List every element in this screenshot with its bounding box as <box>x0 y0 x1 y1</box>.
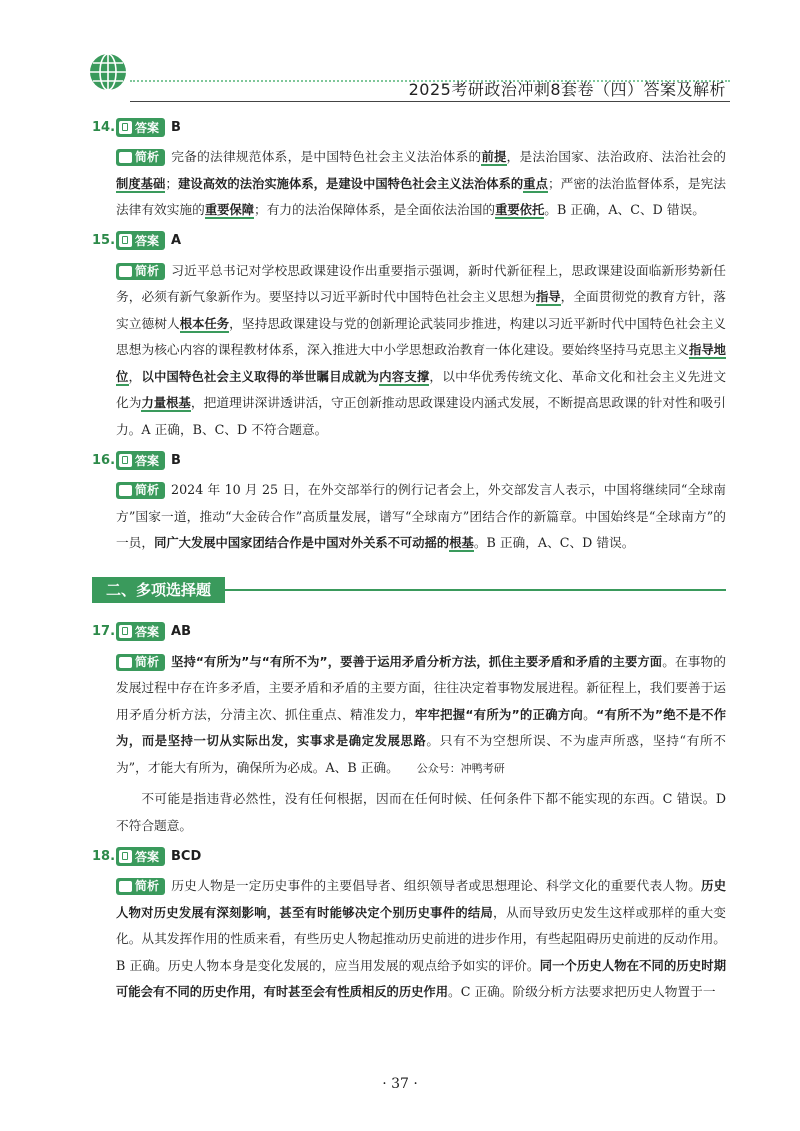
book-icon <box>119 152 132 163</box>
watermark-note: 公众号：冲鸭考研 <box>416 761 505 775</box>
analysis-paragraph: 简析 坚持“有所为”与“有所不为”，要善于运用矛盾分析方法，抓住主要矛盾和矛盾的主要方面。在事物的发展过程中存在许多矛盾，主要矛盾和矛盾的主要方面，往往决定着事物发展进程。新征程上，我们要善于运用矛盾分析方法，分清主次、抓住重点、精准发力，牢牢把握“有所为”的正确方向。“有所不为”绝不是不作为，而是坚持一切从实际出发，实事求是确定发展思路。只有不为空想所误、不为虚声所惑，坚持“有所不为”，才能大有所为，确保所为必成。A、B 正确。 公众号：冲鸭考研 <box>116 653 727 775</box>
analysis-badge: 简析 <box>116 263 165 280</box>
book-icon <box>119 881 132 892</box>
analysis-paragraph: 简析 2024 年 10 月 25 日，在外交部举行的例行记者会上，外交部发言人表示，中国将继续同“全球南方”国家一道，推动“大金砖合作”高质量发展，谱写“全球南方”团结合作的新篇章。中国始终是“全球南方”的一员，同广大发展中国家团结合作是中国对外关系不可动摇的根基。B 正确，A、C、D 错误。 <box>116 482 726 550</box>
pencil-note-icon <box>119 121 132 134</box>
answer-badge: 答案 <box>116 847 165 866</box>
book-icon <box>119 657 132 668</box>
book-icon <box>119 485 132 496</box>
answer-value: A <box>171 233 182 248</box>
book-icon <box>119 266 132 277</box>
analysis-paragraph: 简析 完备的法律规范体系，是中国特色社会主义法治体系的前提，是法治国家、法治政府、法治社会的制度基础；建设高效的法治实施体系，是建设中国特色社会主义法治体系的重点；严密的法治监督体系，是宪法法律有效实施的重要保障；有力的法治保障体系，是全面依法治国的重要依托。B 正确，A、C、D 错误。 <box>116 149 726 217</box>
answer-line <box>92 230 726 252</box>
pencil-note-icon <box>119 234 132 247</box>
header-title: 2025考研政治冲刺8套卷（四）答案及解析 <box>408 80 726 99</box>
analysis-badge: 简析 <box>116 654 165 671</box>
question-16 <box>92 449 726 557</box>
question-number: 15. <box>92 233 116 248</box>
answer-value: B <box>171 119 181 135</box>
pencil-note-icon <box>119 625 132 638</box>
analysis-paragraph-continued: 不可能是指违背必然性，没有任何根据，因而在任何时候、任何条件下都不能实现的东西。C 错误。D 不符合题意。 <box>116 791 726 833</box>
page-number: · 37 · <box>382 1076 418 1092</box>
pencil-note-icon <box>119 850 132 863</box>
question-number: 18. <box>92 848 116 864</box>
answer-badge: 答案 <box>116 231 165 250</box>
answer-content <box>92 116 726 1012</box>
answer-badge: 答案 <box>116 451 165 470</box>
answer-value: BCD <box>171 848 202 864</box>
answer-badge: 答案 <box>116 118 165 137</box>
section-title: 二、多项选择题 <box>92 577 225 603</box>
answer-line <box>92 116 726 138</box>
answer-line <box>92 845 726 867</box>
answer-badge: 答案 <box>116 622 165 641</box>
question-number: 14. <box>92 119 116 135</box>
answer-value: AB <box>171 624 191 639</box>
answer-line <box>92 449 726 471</box>
question-14 <box>92 116 726 224</box>
answer-value: B <box>171 452 181 468</box>
globe-icon <box>88 52 128 92</box>
analysis-paragraph: 简析 习近平总书记对学校思政课建设作出重要指示强调，新时代新征程上，思政课建设面临新形势新任务，必须有新气象新作为。要坚持以习近平新时代中国特色社会主义思想为指导，全面贯彻党的教育方针，落实立德树人根本任务，坚持思政课建设与党的创新理论武装同步推进，构建以习近平新时代中国特色社会主义思想为核心内容的课程教材体系，深入推进大中小学思想政治教育一体化建设。要始终坚持马克思主义指导地位，以中国特色社会主义取得的举世瞩目成就为内容支撑，以中华优秀传统文化、革命文化和社会主义先进文化为力量根基，把道理讲深讲透讲活，守正创新推动思政课建设内涵式发展，不断提高思政课的针对性和吸引力。A 正确，B、C、D 不符合题意。 <box>116 262 727 437</box>
analysis-badge: 简析 <box>116 878 165 895</box>
analysis-paragraph: 简析 历史人物是一定历史事件的主要倡导者、组织领导者或思想理论、科学文化的重要代表人物。历史人物对历史发展有深刻影响，甚至有时能够决定个别历史事件的结局，从而导致历史发生这样或那样的重大变化。从其发挥作用的性质来看，有些历史人物起推动历史前进的进步作用，有些起阻碍历史前进的反动作用。B 正确。历史人物本身是变化发展的，应当用发展的观点给予如实的评价。同一个历史人物在不同的历史时期可能会有不同的历史作用，有时甚至会有性质相反的历史作用。C 正确。阶级分析方法要求把历史人物置于一 <box>116 878 726 999</box>
analysis-badge: 简析 <box>116 149 165 166</box>
header-rule <box>130 101 730 102</box>
question-18 <box>92 845 726 1006</box>
section-rule <box>225 589 726 591</box>
question-number: 16. <box>92 452 116 468</box>
answer-line <box>92 621 726 643</box>
question-15 <box>92 230 726 444</box>
analysis-badge: 简析 <box>116 482 165 499</box>
question-number: 17. <box>92 624 116 639</box>
pencil-note-icon <box>119 454 132 467</box>
question-17 <box>92 621 726 840</box>
page-header <box>0 0 800 110</box>
section-heading <box>92 577 726 603</box>
